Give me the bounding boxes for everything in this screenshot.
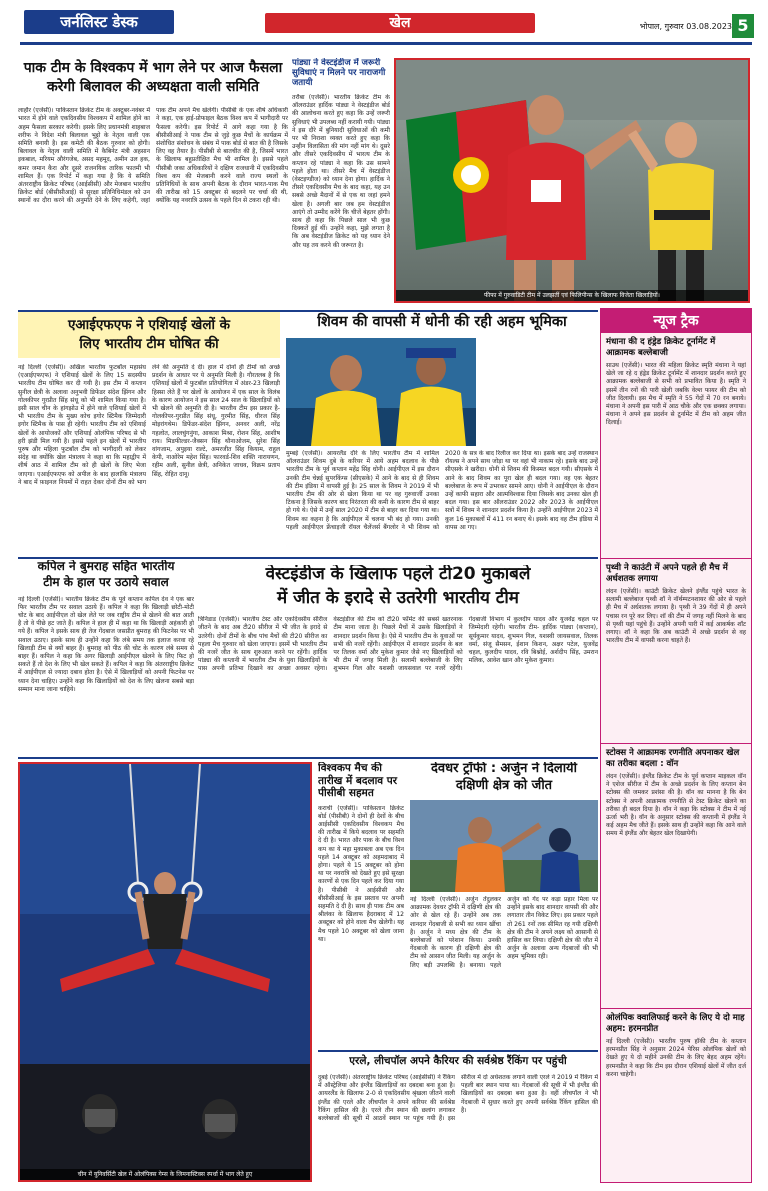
- football-players-image: [396, 60, 748, 301]
- photo-gymnastics: [18, 762, 312, 1182]
- category-banner: [265, 13, 535, 33]
- headline-line-1: देवधर ट्रॉफी : अर्जुन ने दिलायी: [431, 762, 577, 776]
- photo-arjun: [410, 800, 598, 892]
- sidebar-item: [601, 333, 751, 558]
- sidebar-item-headline: पृथ्वी ने काउंटी में अपने पहले ही मैच में अर्धशतक लगाया: [606, 563, 728, 584]
- photo-dhoni-shivam: [286, 338, 476, 446]
- story-body: लाहौर (एजेंसी)। पाकिस्तान क्रिकेट टीम के अक्टूबर-नवंबर में भारत में होने वाले एकदिवसीय विश्वकप में शामिल होने का अहम फैसला सरकार करेगी। इसके लिए प्रधानमंत्री शाहबाज शरीफ ने विदेश मंत्री बिलावल भुट्टो के नेतृत्व वाली एक समिति बनायी है। इस कमेटी की बैठक गुरुवार को होगी। बिलावल के नेतृत्व वाली समिति में कैबिनेट मंत्री अहसान इकबाल, मरियम औरंगजेब, असद महमूद, अमीन उल हक, कमर जमान कैरा और दूसरे राजनयिक तारिक फातमी भी शामिल हैं। एक रिपोर्ट में कहा गया है कि ये समिति अंतरराष्ट्रीय क्रिकेट परिषद (आईसीसी) और मेजबान भारतीय क्रिकेट बोर्ड (बीसीसीआई) से सुरक्षा प्रतिनिधिमंडल को उन स्थानों का दौरा करने की अनुमति देने के लिए कहेगी, जहां पाक टीम अपने मैच खेलेगी। पीसीबी के एक शीर्ष अधिकारी ने कहा, एक हाई-प्रोफाइल बैठक विश्व कप में भागीदारी पर फैसला करेगी। इस रिपोर्ट में आगे कहा गया है कि बीसीसीआई ने पाक टीम से जुड़े कुछ मैचों के कार्यक्रम में संशोधित संशोधन के संबंध में पाक बोर्ड से बात की है जिसके लिए वह तैयार है। पीसीबी से बातचीत की है, जिसमें भारत के खिलाफ बहुप्रतीक्षित मैच भी शामिल है। इससे पहले पीसीबी जका अधिकारियों ने दक्षिण राजधानी में एकदिवसीय विश्व कप की मेजबानी करने वाले राज्य स्थलों के प्रतिनिधियों के साथ अपनी बैठक के दौरान भारत-पाक मैच की तारीख को 15 अक्टूबर से बदलने पर चर्चा की थी, क्योंकि यह नवरात्रि उत्सव के पहले दिन से टकरा रही थी।: [18, 107, 288, 205]
- page-number-badge: [732, 14, 754, 38]
- sidebar-item: [601, 558, 751, 743]
- headline-line-1: एआईएफएफ ने एशियाई खेलों के: [67, 317, 231, 333]
- sidebar-item: [601, 743, 751, 1008]
- headline-line-1: कपिल ने बुमराह सहित भारतीय: [37, 560, 175, 573]
- headline-line-2: दक्षिणी क्षेत्र को जीत: [455, 777, 553, 793]
- sidebar-item-body: लंदन (एजेंसी)। इंग्लैंड क्रिकेट टीम के पूर्व कप्तान माइकल वॉन ने एशेज सीरीज में टीम के अच्छे प्रदर्शन के लिए कप्तान बेन स्टोक्स की जमकर प्रशंसा की है। वॉन का मानना है कि बेन स्टोक्स ने अपनी आक्रामक रणनीति से टेस्ट क्रिकेट खेलने का तरीका ही बदल दिया है। वॉन ने कहा कि स्टोक्स ने टीम में नई ऊर्जा भरी है। वॉन के अनुसार स्टोक्स की कप्तानी में इंग्लैंड ने कई अहम मैच जीते हैं। इसके साथ ही उन्होंने कहा कि आने वाले समय में इंग्लैंड और बेहतर खेल दिखायेगी।: [606, 773, 746, 838]
- photo-football-celebration: [394, 58, 750, 303]
- divider-2: [18, 557, 598, 559]
- headline-line-1: वेस्टइंडीज के खिलाफ पहले टी20 मुकाबले: [265, 565, 531, 584]
- story-bumrah: [18, 560, 194, 755]
- header-rule: [20, 42, 752, 45]
- headline: [18, 560, 194, 590]
- headline: [198, 565, 598, 608]
- divider-4: [318, 1050, 598, 1052]
- story-pak-worldcup: [18, 58, 288, 308]
- section-tab: [24, 10, 174, 34]
- sidebar-news-track: [600, 308, 752, 1183]
- arjun-image: [410, 800, 598, 892]
- story-body: त्रिनिडाड (एजेंसी)। भारतीय टेस्ट और एकदिवसीय सीरीज जीतने के बाद अब टी20 सीरीज में भी जीत के इरादे से उतरेगी। दोनों टीमों के बीच पांच मैचों की टी20 सीरीज का पहला मैच गुरुवार को खेला जाएगा। इसमें भी भारतीय टीम की नजरें जीत के साथ शुरुआत करने पर रहेंगी। हार्दिक पांड्या की कप्तानी में भारतीय टीम के युवा खिलाड़ियों के पास अपनी प्रतिभा दिखाने का अच्छा अवसर रहेगा। वेस्टइंडीज की टीम को टी20 फॉर्मेट की सबसे खतरनाक टीम माना जाता है। पिछले मैचों में उसके खिलाड़ियों ने शानदार प्रदर्शन किया है। ऐसे में भारतीय टीम के युवाओं पर सभी की नजरें रहेंगी। आईपीएल में शानदार प्रदर्शन के बल पर तिलक वर्मा और मुकेश कुमार जैसे नए खिलाड़ियों को भी टीम में जगह मिली है। सलामी बल्लेबाजी के लिए शुभमन गिल और यशस्वी जायसवाल पर नजरें रहेंगी। गेंदबाजी विभाग में कुलदीप यादव और युजवेंद्र चहल पर जिम्मेदारी रहेगी। भारतीय टीम- हार्दिक पांड्या (कप्तान), सूर्यकुमार यादव, शुभमन गिल, यशस्वी जायसवाल, तिलक वर्मा, संजू सैमसन, ईशान किशन, अक्षर पटेल, युजवेंद्र चहल, कुलदीप यादव, रवि बिश्नोई, अर्शदीप सिंह, उमरान मलिक, आवेश खान और मुकेश कुमार।: [198, 616, 598, 673]
- headline: [18, 312, 280, 358]
- gymnast-image: [20, 764, 310, 1180]
- headline: एरले, लीचपॉल अपने कैरियर की सर्वश्रेष्ठ रैंकिंग पर पहुंची: [349, 1055, 567, 1067]
- sidebar-item-body: लंदन (एजेंसी)। काउंटी क्रिकेट खेलने इंग्लैंड पहुंचे भारत के सलामी बल्लेबाज पृथ्वी शॉ ने नॉर्थम्पटनशायर की ओर से पहले ही मैच में अर्धशतक लगाया है। पृथ्वी ने 39 गेंदों में ही अपने पचास रन पूरे कर लिए। शॉ की टीम में जगह नहीं मिलने के बाद से पृथ्वी यहां पहुंचे हैं। उन्होंने अपनी पारी में कई आकर्षक शॉट लगाए। शॉ ने कहा कि अब काउंटी में अच्छे प्रदर्शन से वह भारतीय टीम में वापसी करना चाहते हैं।: [606, 588, 746, 645]
- headline-line-2: टीम के हाल पर उठाये सवाल: [43, 574, 169, 589]
- page-number: 5: [737, 16, 749, 35]
- story-deodhar: [410, 762, 598, 1047]
- sidebar-item-headline: स्टोक्स ने आक्रामक रणनीति अपनाकर खेल का तरीका बदला : वॉन: [606, 748, 740, 769]
- story-body: कराची (एजेंसी)। पाकिस्तान क्रिकेट बोर्ड (पीसीबी) ने दोनों ही देशों के बीच आईसीसी एकदिवसीय विश्वकप मैच की तारीख में किये बदलाव पर सहमति दे दी है। भारत और पाक के बीच विश्व कप का ये महा मुकाबला अब एक दिन पहले 14 अक्टूबर को अहमदाबाद में होगा। पहले ये 15 अक्टूबर को होना था पर नवरात्रि को देखते हुए इसे सुरक्षा कारणों से एक दिन पहले कर दिया गया है। पीसीबी ने आईसीसी और बीसीसीआई के इस प्रस्ताव पर अपनी सहमति दे दी है। साथ ही पाक टीम अब श्रीलंका के खिलाफ हैदराबाद में 12 अक्टूबर को होने वाला मैच खेलेगी। यह मैच पहले 10 अक्टूबर को खेला जाना था।: [318, 804, 404, 943]
- story-asiad: [18, 312, 280, 555]
- headline-line-2: लिए भारतीय टीम घोषित की: [79, 335, 219, 352]
- photo-caption: चीन में युनिवर्सिटी खेल में ओलंपिक्स गेम्स के जिमनास्टिक्स स्पर्धा में भाग लेते हुए: [20, 1169, 310, 1180]
- headline: [18, 58, 288, 95]
- dhoni-shivam-image: [286, 338, 476, 446]
- sidebar-item-headline: ओलंपिक क्वालिफाई करने के लिए ये दो माह अहम: हरमनप्रीत: [606, 1013, 745, 1034]
- sidebar-item-headline: मंधाना की द हंड्रेड क्रिकेट टूर्नामेंट में आक्रामक बल्लेबाजी: [606, 337, 716, 358]
- story-dhoni: [286, 312, 598, 555]
- sidebar-item-body: साउथ (एजेंसी)। भारत की महिला क्रिकेट स्मृति मंधाना ने यहां खेले जा रहे द हंड्रेड क्रिकेट टूर्नामेंट में शानदार प्रदर्शन करते हुए आक्रामक बल्लेबाजी से सभी को प्रभावित किया है। स्मृति ने इसमें तीन रनों की पारी खेली जबकि वेल्श फायर की टीम को जीत दिलायी। इस मैच में स्मृति ने 55 गेंदों में 70 रन बनाये। मंधाना ने अपनी इस पारी में आठ चौके और एक छक्का लगाया। मंधाना ने अपने इस प्रदर्शन से टूर्नामेंट में टीम को अहम जीत दिलाई।: [606, 362, 746, 427]
- headline-line-2: करेगी बिलावल की अध्यक्षता वाली समिति: [46, 79, 260, 96]
- dateline: भोपाल, गुरुवार 03.08.2023: [639, 22, 732, 31]
- sidebar-item-body: नई दिल्ली (एजेंसी)। भारतीय पुरुष हॉकी टीम के कप्तान हरमनप्रीत सिंह ने अनुसार 2024 पेरिस ओलंपिक खेलों को देखते हुए ये दो महीने उनकी टीम के लिए बेहद अहम रहेंगे। हरमनप्रीत ने कहा कि टीम इस दौरान एशियाई खेलों में जीत दर्ज करना चाहेगी।: [606, 1038, 746, 1078]
- story-ranking: [318, 1053, 598, 1181]
- sidebar-title-bar: [601, 309, 751, 333]
- headline: शिवम की वापसी में धोनी की रही अहम भूमिका: [317, 314, 567, 330]
- headline: पांड्या ने वेस्टइंडीज में जरूरी सुविधाएं न मिलने पर नाराजगी जतायी: [292, 58, 386, 88]
- divider-3: [18, 757, 598, 759]
- headline: [410, 762, 598, 794]
- story-body: नई दिल्ली (एजेंसी)। अखिल भारतीय फुटबॉल महासंघ (एआईएफएफ) ने एशियाई खेलों के लिए 15 सदस्यीय भारतीय टीम घोषित कर दी गयी है। इस टीम में कप्तान सुनील छेत्री के अलावा अनुभवी डिफेंडर संदेश झिंगन और गोलकीपर गुरप्रीत सिंह संधू को भी शामिल किया गया है। इसी साल चीन के हांगझोउ में होने वाले एशियाई खेलों में भी भारतीय टीम के मुख्य कोच इगोर स्टिमैक जिम्मेदारी इगोर स्टिमैक के पास ही रहेगी। भारतीय टीम को एशियाई खेलों के आयोजकों और एशियाई ओलंपिक परिषद से भी हरी झंडी मिल गयी है। इससे पहले इन खेलों में भारतीय पुरुष और महिला फुटबॉल टीम को भागीदारी को लेकर संदेह था क्योंकि खेल मंत्रालय ने कहा था कि महाद्वीप में शीर्ष आठ में शामिल टीम को ही खेलों के लिए भेजा जाएगा। एआईएफएफ को अपील के बाद हालांकि मंत्रालय ने बाद में फ़ाइनल नियमों में राहत देकर दोनों टीम को भाग लेने की अनुमति दे दी। हाल में दोनों ही टीमों को अच्छे प्रदर्शन के आधार पर ये अनुमति मिली है। गौरतलब है कि एशियाई खेलों में फुटबॉल प्रतियोगिता में अंडर-23 खिलाड़ी हिस्सा लेते हैं पर खेलों के आयोजन में एक साल के विलंब के कारण आयोजन ने इस साल 24 साल के खिलाड़ियों को भी खेलने की अनुमति दी है। भारतीय टीम इस प्रकार है- गोलकीपर-गुरप्रीत सिंह संधू, गुरमीत सिंह, धीरज सिंह मोइरांगथेम। डिफेंडर-संदेश झिंगन, अनवर अली, नरेंद्र गहलोत, लालचुंगनुंगा, आकाश मिश्रा, रोशन सिंह, आशीष राय। मिडफील्डर-जैक्सन सिंह थौनाओजम, सुरेश सिंह वांगजाम, अपुइया राल्टे, अमरजीत सिंह कियाम, राहुल केपी, नाओरेम महेश सिंह। फारवर्ड-शिव शक्ति नारायणन, रहीम अली, सुनील छेत्री, अनिकेत जाधव, विक्रम प्रताप सिंह, रोहित दानू।: [18, 364, 280, 486]
- story-body: नई दिल्ली (एजेंसी)। भारतीय क्रिकेट टीम के पूर्व कप्तान कपिल देव ने एक बार फिर भारतीय टीम पर सवाल उठाये हैं। कपिल ने कहा कि खिलाड़ी छोटी-मोटी चोट के बाद आईपीएल तो खेल लेते पर जब राष्ट्रीय टीम से खेलने की बात आती है तो वे पीछे हट जाते हैं। कपिल ने हाल ही में कहा था कि खिलाड़ी अहंकारी हो गये हैं। कपिल ने इसके साथ ही तेज गेंदबाज जसप्रीत बुमराह की फिटनेस पर भी सवाल उठाए। इसके साथ ही उन्होंने कहा कि लंबे समय तक इलाज करवा रहे खिलाड़ी टीम से क्यों बाहर हैं। बुमराह को पीठ की चोट के कारण लंबे समय से बाहर हैं। कपिल ने कहा कि अगर खिलाड़ी आईपीएल खेलने के लिए फिट हो सकते हैं तो देश के लिए भी खेल सकते हैं। कपिल ने कहा कि अंतरराष्ट्रीय क्रिकेट में आईपीएल से ज्यादा दबाव होता है। ऐसे में खिलाड़ियों को अपनी फिटनेस पर ध्यान देना चाहिए। उन्होंने कहा कि खिलाड़ियों को देश के लिए खेलना सबसे बड़ा सम्मान माना जाना चाहिये।: [18, 595, 194, 693]
- masthead-bar: [0, 0, 768, 52]
- category-title: खेल: [389, 15, 411, 31]
- story-t20: [198, 565, 598, 755]
- story-pandya: [292, 58, 390, 308]
- section-title: जर्नलिस्ट डेस्क: [60, 13, 138, 31]
- story-body: दुबई (एजेंसी)। अंतरराष्ट्रीय क्रिकेट परिषद (आईसीसी) ने रैंकिंग में ऑस्ट्रेलिया और इंग्लैंड खिलाड़ियों का दबदबा बना हुआ है। आयरलैंड के खिलाफ 2-0 से एकदिवसीय श्रृंखला जीतने वाली इंग्लैंड की एरले और लीचपॉल ने अपने करियर की सर्वश्रेष्ठ रैंकिंग हासिल की है। एरले तीन स्थान की छलांग लगाकर बल्लेबाजों की सूची में आठवें स्थान पर पहुंच गयी हैं। इस सीरीज में दो अर्धशतक लगाने वाली एरले ने 2019 में रैंकिंग में पहली बार स्थान पाया था। गेंदबाजों की सूची में भी इंग्लैंड की खिलाड़ियों का दबदबा बना हुआ है। वहीं लीचपॉल ने भी गेंदबाजी में सुधार करते हुए अपनी सर्वश्रेष्ठ रैंकिंग हासिल की है।: [318, 1074, 598, 1123]
- photo-caption: फीफा में गुरुवाडिटी टीम में उलझतीं एवं फिलिपीन्स के खिलाफ विजेता खिलाड़ियों।: [396, 290, 748, 301]
- sidebar-title: न्यूज ट्रैक: [653, 313, 699, 329]
- sidebar-item: [601, 1008, 751, 1158]
- headline-line-1: पाक टीम के विश्वकप में भाग लेने पर आज फैसला: [23, 60, 283, 76]
- headline-line-2: में जीत के इरादे से उतरेगी भारतीय टीम: [277, 587, 519, 608]
- story-body: मुम्बई (एजेंसी)। आयरलैंड दौरे के लिए भारतीय टीम में शामिल ऑलराउंडर शिवम दुबे के करियर में आये अहम बदलाव के पीछे भारतीय टीम के पूर्व कप्तान महेंद्र सिंह धोनी। आईपीएल में इस दौरान उनकी टीम चेन्नई सुपरकिंग्स (सीएसके) में आने के बाद से ही शिवम की टीम इंडिया में वापसी हुई है। 25 साल के शिवम ने 2019 में भी भारतीय टीम की ओर से खेला किया था पर वह गुरुवार्जी उनका टिकना है जिसके कारण बाद निरंतरता की कमी के कारण टीम से बाहर हो गये थे। ऐसे में उन्हें साल 2020 में टीम से बाहर कर दिया गया था। शिवम का कहना है कि आईपीएल में चलना भी बंद हो गया। उनकी पहली आईपीएल फ्रेंचाइजी रॉयल चैलेंजर्स बैंगलोर ने भी शिवम को 2020 के सत्र के बाद रिलीज कर दिया था। इसके बाद उन्हें राजस्थान रॉयल्स ने अपने साथ जोड़ा था पर वहां भी नाकाम रहे। इसके बाद उन्हें सीएसके ने खरीदा। धोनी से शिवम की किस्मत बदल गयी। सीएसके में आने के बाद शिवम का पूरा खेल ही बदल गया। वह एक बेहतर बल्लेबाज के रूप में उभरकर सामने आए। धोनी ने आईपीएल के दौरान उन्हें काफी सहारा और आत्मविश्वास दिया जिसके बाद उनका खेल ही बदल गया। इस बार ऑलराउंडर 2022 और 2023 के आईपीएल सत्रों में शिवम ने शानदार प्रदर्शन किया है। उन्होंने आईपीएल 2023 में कुल 16 मुकाबलों में 411 रन बनाए थे। इसके बाद वह टीम इंडिया में वापस आ गए।: [286, 450, 598, 531]
- story-body: तरौबा (एजेंसी)। भारतीय क्रिकेट टीम के ऑलराउंडर हार्दिक पांड्या ने वेस्टइंडीज बोर्ड की आलोचना करते हुए कहा कि उन्हें जरूरी सुविधाएं भी उपलब्ध नहीं करायी गयी। पांड्या ने इस दौरे में बुनियादी सुविधाओं की कमी पर भी निराशा व्यक्त करते हुए कहा कि उन्हीन विलासिता की मांग नहीं मांग थे। दूसरे और तीसरे एकदिवसीय में भारत्य टीम के कप्तान रहे पांड्या ने कहा कि उस सामने पहले होता था। तीसरे मैच में वेस्टइंडीज (वेस्टइण्डीज) को ध्यान देना होगा। हार्दिक ने तीसरे एकदिवसीय मैच के बाद कहा, यह उन सबसे अच्छे मैदानों में से एक था जहां हमने खेला है। अगली बार जब हम वेस्टइंडीज आएंगे तो उम्मीद करेंगे कि चीजें बेहतर होंगी। साथ ही कहा कि पिछले साल भी कुछ दिक्कतें हुई थीं। उन्होंने कहा, मुझे लगता है कि अब वेस्टइंडीज क्रिकेट को यह ध्यान देने और यह तय करने की जरूरत है।: [292, 94, 390, 249]
- story-body: नई दिल्ली (एजेंसी)। अर्जुन तेंदुलकर आक्रामक देवधर ट्रॉफी में दक्षिणी क्षेत्र की ओर से खेल रहे हैं। उन्होंने अब तक शानदार गेंदबाजी से सभी का ध्यान खींचा है। अर्जुन ने मध्य क्षेत्र की टीम के बल्लेबाजों को परेशान किया। उनकी गेंदबाजी के कारण ही दक्षिणी क्षेत्र की टीम को आसान जीत मिली। यह अर्जुन के लिए बड़ी उपलब्धि है। बनाया। पहले अर्जुन को गेंद पर कड़ा प्रहार मिला पर उन्होंने इसके बाद शानदार वापसी की और लगातार तीन विकेट लिए। इस प्रकार पहले तो 261 रनों तक सीमित रह गयी दक्षिणी क्षेत्र की टीम ने अपने लक्ष्य को आसानी से हासिल कर लिया। दक्षिणी क्षेत्र की जीत में अर्जुन के अलावा अन्य गेंदबाजों की भी अहम भूमिका रही।: [410, 896, 598, 969]
- story-schedule: [318, 762, 404, 1047]
- headline: विश्वकप मैच की तारीख में बदलाव पर पीसीबी सहमत: [318, 762, 398, 799]
